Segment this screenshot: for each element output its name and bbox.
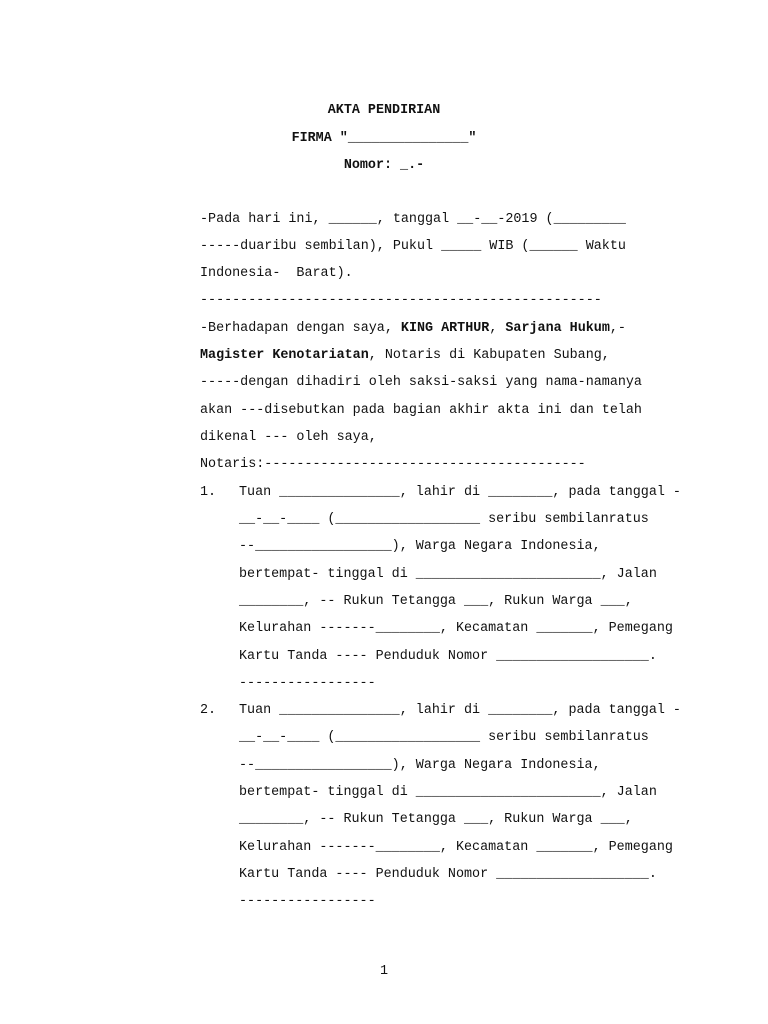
party-2-number: 2. (200, 703, 217, 718)
firma-name: FIRMA "_______________" (291, 131, 477, 146)
notary-line-5: dikenal --- oleh saya, (200, 430, 377, 445)
party-1-line-6: Kelurahan -------________, Kecamatan _______, Pemegang (239, 621, 673, 636)
opening-line-2: -----duaribu sembilan), Pukul _____ WIB (______ Waktu (200, 239, 626, 254)
notary-comma: , (489, 321, 506, 336)
party-2-line-2: __-__-____ (__________________ seribu sembilanratus (239, 730, 649, 745)
party-1-line-8: ----------------- (239, 676, 376, 691)
party-2-line-1: Tuan _______________, lahir di ________, pada tanggal - (239, 703, 681, 718)
party-1-line-2: __-__-____ (__________________ seribu sembilanratus (239, 512, 649, 527)
party-2-line-3: --_________________), Warga Negara Indonesia, (239, 758, 601, 773)
party-1-line-1: Tuan _______________, lahir di ________, pada tanggal - (239, 485, 681, 500)
party-2-line-4: bertempat- tinggal di _______________________, Jalan (239, 785, 657, 800)
party-1-line-5: ________, -- Rukun Tetangga ___, Rukun Warga ___, (239, 594, 633, 609)
party-2-line-5: ________, -- Rukun Tetangga ___, Rukun Warga ___, (239, 812, 633, 827)
notary-line-4: akan ---disebutkan pada bagian akhir akta ini dan telah (200, 403, 642, 418)
party-2-line-7: Kartu Tanda ---- Penduduk Nomor ___________________. (239, 867, 657, 882)
party-1-line-7: Kartu Tanda ---- Penduduk Nomor ___________________. (239, 649, 657, 664)
party-2-line-6: Kelurahan -------________, Kecamatan _______, Pemegang (239, 840, 673, 855)
notary-line-1-end: ,- (609, 321, 626, 336)
notary-intro-text: -Berhadapan dengan saya, (200, 321, 401, 336)
notary-line-1 (200, 321, 626, 337)
opening-line-3: Indonesia- Barat). (200, 266, 353, 281)
notary-line-2 (200, 348, 610, 364)
notary-degree-2: Magister Kenotariatan (200, 348, 369, 363)
notary-name: KING ARTHUR (400, 321, 490, 336)
deed-number: Nomor: _.- (343, 158, 425, 173)
notary-degree-1: Sarjana Hukum (505, 321, 610, 336)
party-1-line-4: bertempat- tinggal di _______________________, Jalan (239, 567, 657, 582)
party-1-number: 1. (200, 485, 217, 500)
party-1-line-3: --_________________), Warga Negara Indonesia, (239, 539, 601, 554)
separator-line: -------------------------------------------------- (200, 293, 602, 308)
document-title: AKTA PENDIRIAN (327, 103, 441, 118)
party-2-line-8: ----------------- (239, 894, 376, 909)
notary-line-6: Notaris:---------------------------------------- (200, 457, 586, 472)
page-number: 1 (379, 964, 389, 979)
notary-line-3: -----dengan dihadiri oleh saksi-saksi yang nama-namanya (200, 375, 642, 390)
opening-line-1: -Pada hari ini, ______, tanggal __-__-2019 (_________ (200, 212, 626, 227)
notary-location: , Notaris di Kabupaten Subang, (368, 348, 610, 363)
